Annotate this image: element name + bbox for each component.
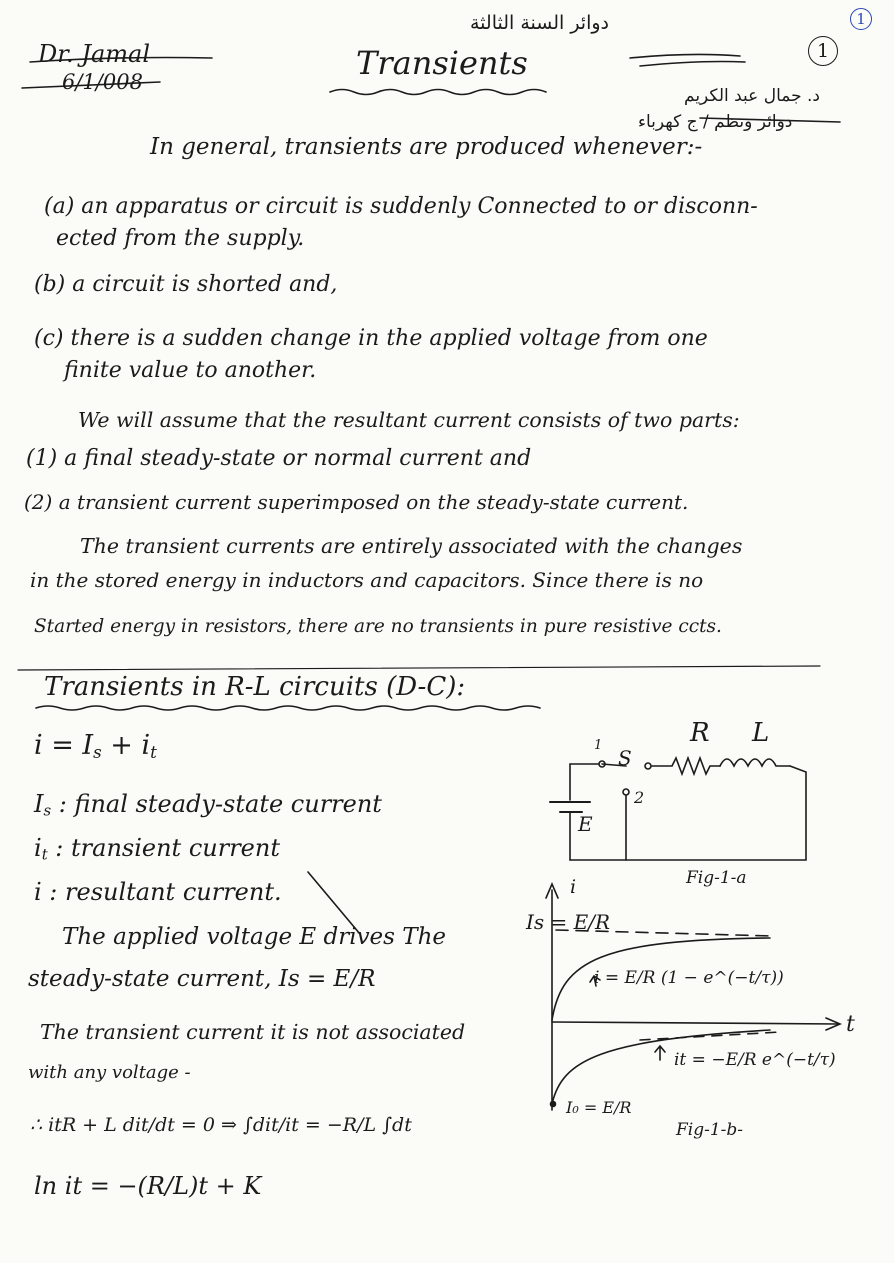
corner-page-number: 1 (850, 8, 872, 30)
section-heading: Transients in R-L circuits (D-C): (44, 672, 466, 702)
switch-blade (602, 764, 626, 766)
switch-terminal-s (645, 763, 651, 769)
circuit-diagram (550, 758, 806, 860)
assumption-line: We will assume that the resultant current consists of two parts: (78, 408, 740, 432)
graph-i0-point (551, 1102, 556, 1107)
circuit-switch-pos-1: 1 (594, 738, 603, 753)
section-underline (36, 706, 540, 710)
circuit-label-E: E (578, 812, 593, 836)
switch-terminal-2 (623, 789, 629, 795)
graph-i0-label: I₀ = E/R (566, 1098, 632, 1117)
figure-1b-caption: Fig-1-b- (676, 1120, 744, 1140)
circuit-right-wire (570, 766, 806, 860)
intro-item-a-line2: ected from the supply. (56, 226, 305, 251)
differential-equation: ∴ itR + L dit/dt = 0 ⇒ ∫dit/it = −R/L ∫dt (30, 1114, 412, 1136)
graph-rise-pointer (590, 976, 600, 986)
intro-item-a-line1: (a) an apparatus or circuit is suddenly Connected to or disconn- (44, 194, 758, 219)
transient-graph (546, 884, 840, 1110)
transient-voltage-line-2: with any voltage - (28, 1062, 191, 1083)
circled-page-number: 1 (808, 36, 838, 66)
page-title: Transients (356, 44, 528, 82)
graph-is-label: Is = E/R (526, 910, 611, 934)
arabic-course: دوائر ونظم / ج كهرباء (638, 112, 793, 132)
connector-stroke (308, 872, 360, 934)
graph-rise-curve (552, 938, 770, 1020)
circuit-switch-pos-2: 2 (634, 788, 645, 807)
assumption-part-2: (2) a transient current superimposed on the steady-state current. (24, 490, 689, 514)
date: 6/1/008 (62, 70, 143, 94)
intro-heading: In general, transients are produced whenever:- (150, 134, 703, 160)
arabic-title: دوائر السنة الثالثة (470, 12, 610, 34)
graph-rise-curve-label: i = E/R (1 − e^(−t/τ)) (594, 968, 784, 988)
transient-paragraph-line2: in the stored energy in inductors and capacitors. Since there is no (30, 568, 704, 592)
current-sum-equation: $i = I_s + i_t$ (34, 730, 157, 763)
graph-decay-curve (552, 1030, 770, 1104)
intro-item-c-line1: (c) there is a sudden change in the applied voltage from one (34, 326, 708, 351)
graph-x-axis (552, 1022, 838, 1024)
inductor-coil (720, 759, 790, 766)
circuit-label-S: S (618, 746, 632, 770)
circuit-label-L: L (752, 718, 770, 748)
graph-zero-dashed-line (640, 1032, 780, 1040)
date-arrow-line (22, 82, 160, 88)
transient-definition: $i_t$ : transient current (34, 834, 280, 864)
arabic-underline-3 (700, 118, 840, 122)
log-equation: ln it = −(R/L)t + K (34, 1172, 262, 1200)
steady-state-definition: $I_s$ : final steady-state current (34, 790, 382, 820)
resultant-definition: i : resultant current. (34, 878, 282, 906)
author-name: Dr. Jamal (38, 40, 151, 68)
drive-line-2: steady-state current, Is = E/R (28, 966, 376, 992)
transient-voltage-line-1: The transient current it is not associated (40, 1020, 466, 1044)
intro-item-b: (b) a circuit is shorted and, (34, 272, 338, 297)
graph-is-dashed-line (556, 930, 772, 936)
assumption-part-1: (1) a final steady-state or normal current and (26, 446, 532, 471)
arabic-author: د. جمال عبد الكريم (684, 86, 820, 106)
section-top-line (18, 666, 820, 670)
figure-1a-caption: Fig-1-a (686, 868, 747, 888)
graph-y-axis-label: i (570, 876, 577, 898)
resistor-zigzag (652, 758, 720, 774)
circuit-label-R: R (690, 718, 710, 748)
arabic-underline-2 (640, 62, 745, 67)
transient-paragraph-line1: The transient currents are entirely associated with the changes (80, 534, 743, 558)
graph-decay-curve-label: it = −E/R e^(−t/τ) (674, 1050, 836, 1070)
graph-decay-pointer (655, 1046, 665, 1060)
graph-x-axis-label: t (846, 1012, 855, 1037)
intro-item-c-line2: finite value to another. (64, 358, 317, 383)
author-underline (30, 58, 212, 63)
title-wavy-underline (330, 90, 546, 95)
arabic-underline-1 (630, 54, 740, 58)
drive-line-1: The applied voltage E drives The (62, 924, 447, 950)
transient-paragraph-line3: Started energy in resistors, there are no transients in pure resistive ccts. (34, 616, 722, 637)
